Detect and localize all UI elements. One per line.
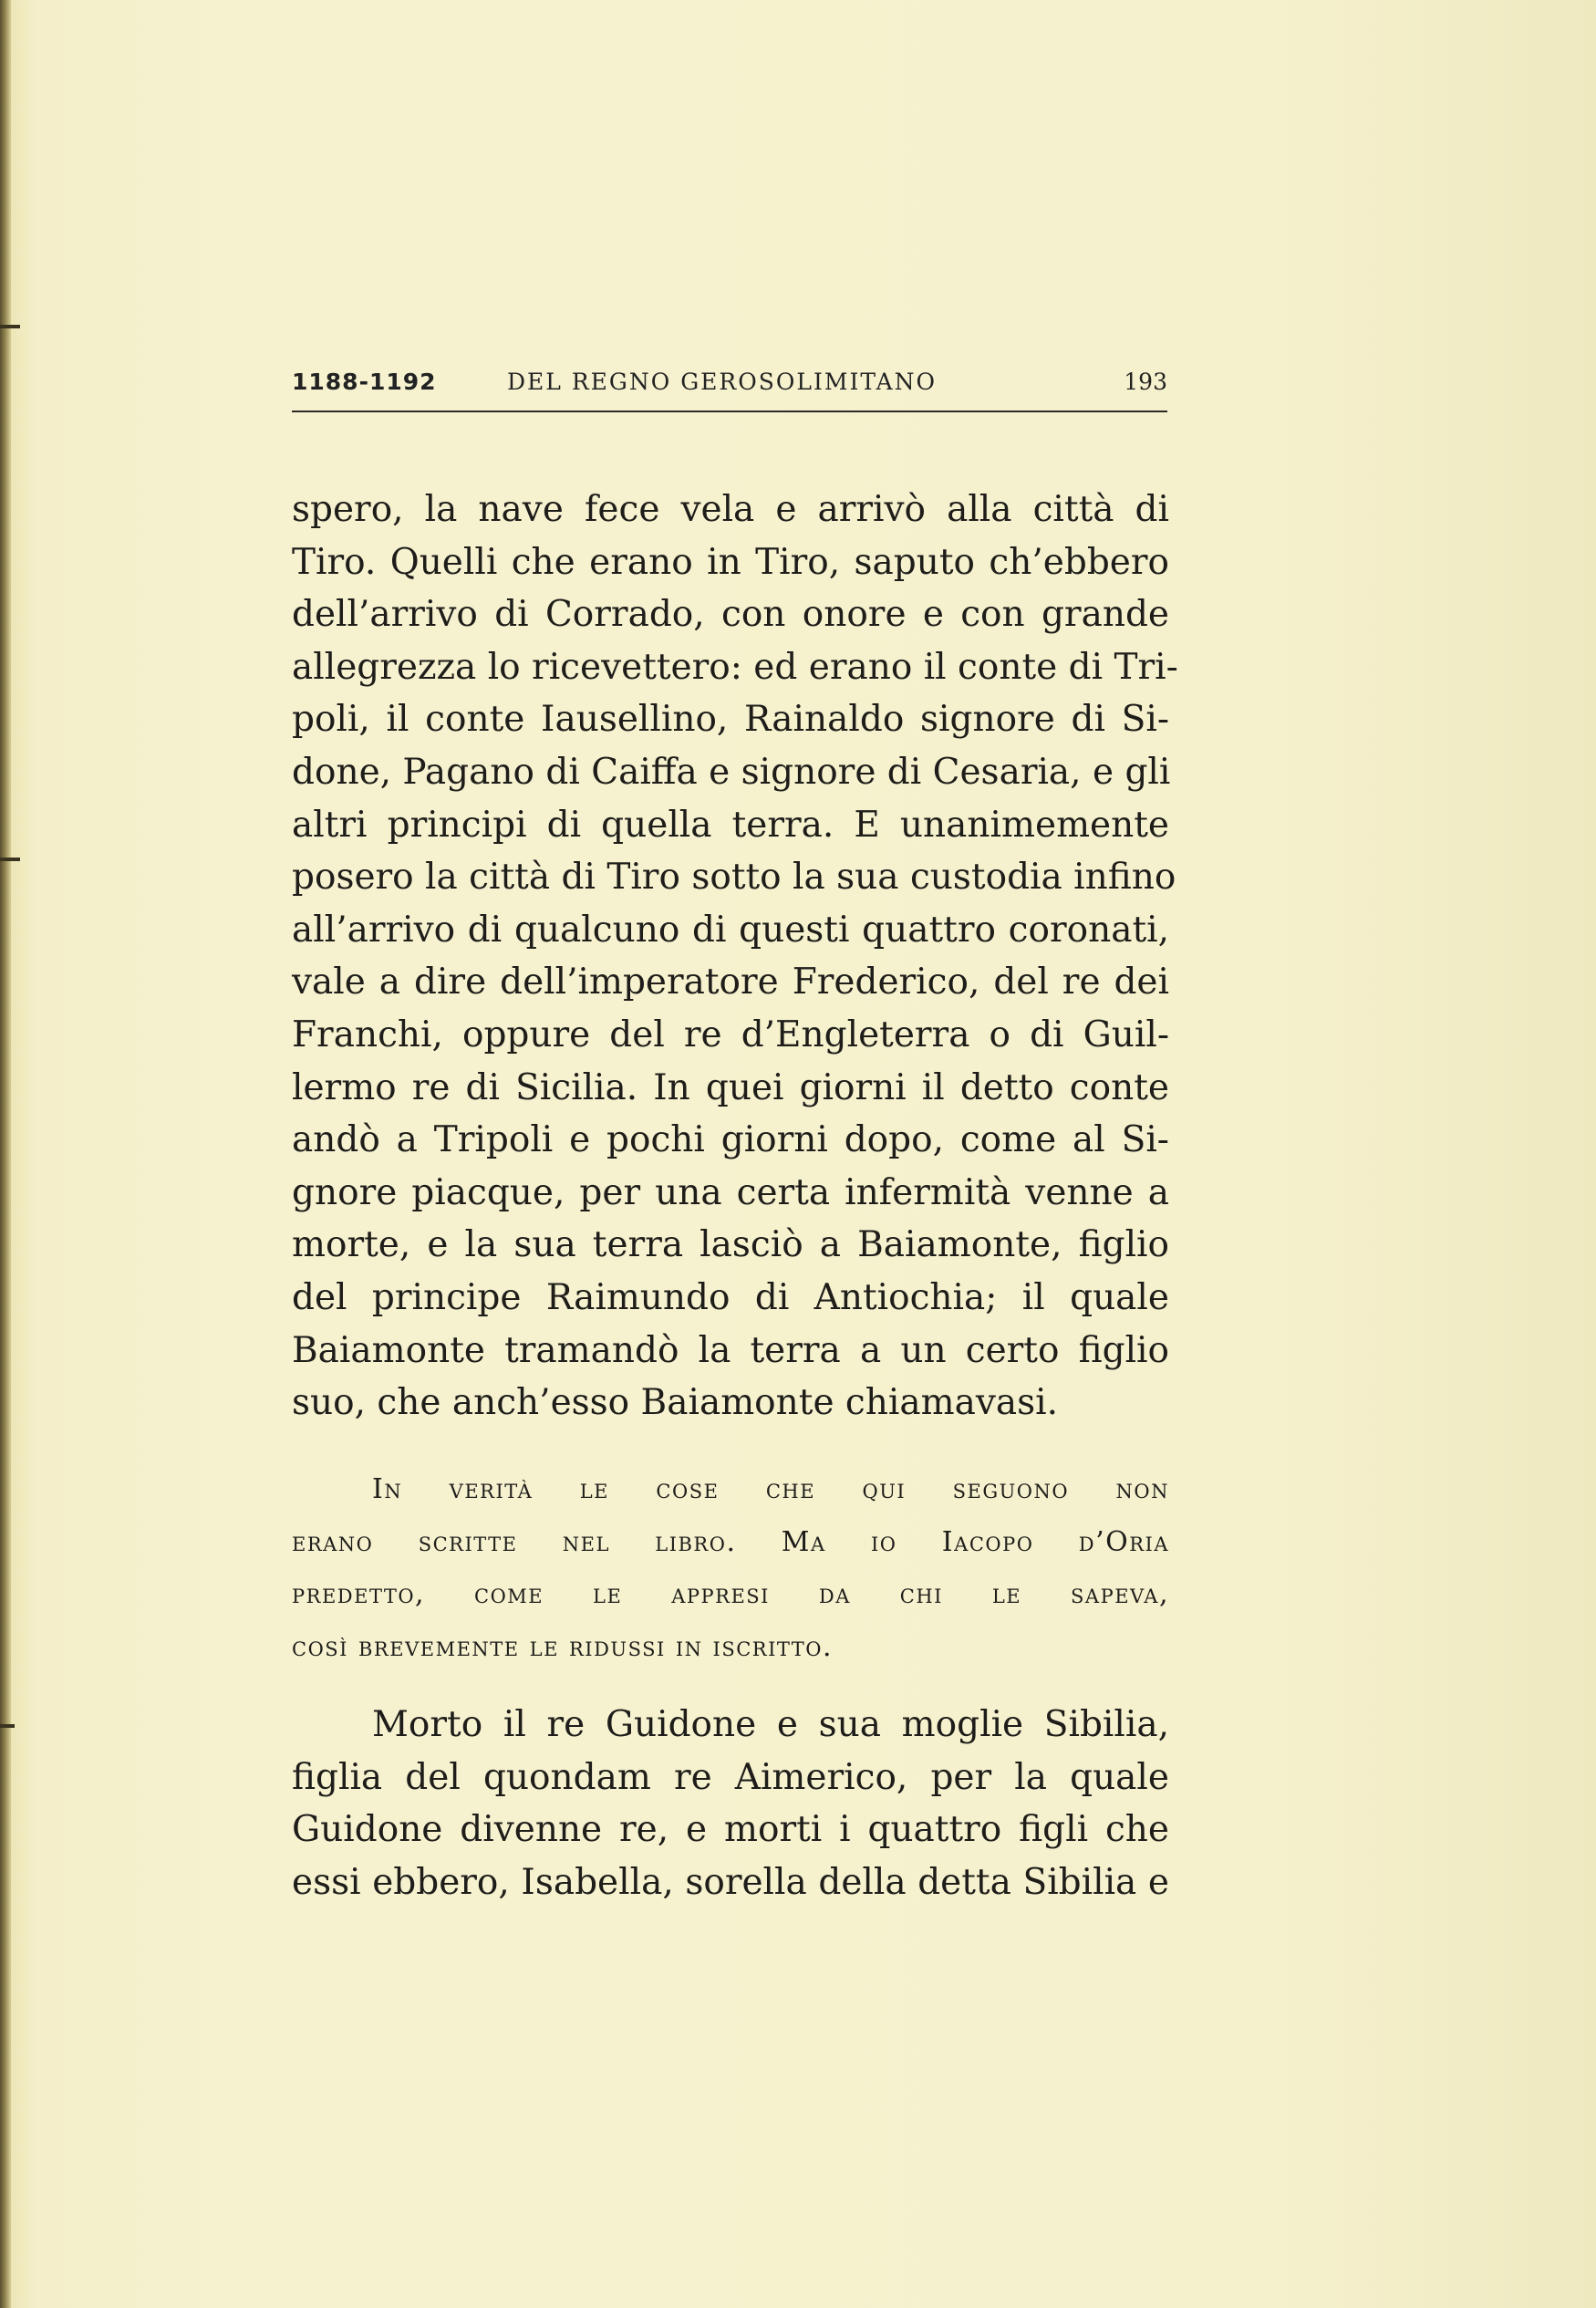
text-line: allegrezza lo ricevettero: ed erano il conte di Tri- (292, 646, 1178, 688)
spine-mark (0, 858, 20, 861)
note-line: predetto, come le appresi da chi le sapeva, (292, 1578, 1169, 1611)
text-line: Franchi, oppure del re d’Engleterra o di Guil- (292, 1014, 1169, 1055)
text-line: gnore piacque, per una certa infermità venne a (292, 1171, 1169, 1213)
paragraph-2 (292, 1699, 1169, 1908)
text-line: poli, il conte Iausellino, Rainaldo signore di Si- (292, 699, 1169, 741)
header-title: DEL REGNO GEROSOLIMITANO (507, 369, 938, 395)
note-line: così brevemente le ridussi in iscritto. (292, 1630, 834, 1663)
spine-mark (0, 1724, 15, 1728)
header-years: 1188-1192 (292, 369, 437, 395)
note-line: erano scritte nel libro. Ma io Iacopo d’Oria (292, 1525, 1169, 1558)
text-line: del principe Raimundo di Antiochia; il quale (292, 1276, 1169, 1318)
text-line: spero, la nave fece vela e arrivò alla città di (292, 489, 1169, 530)
text-line: morte, e la sua terra lasciò a Baiamonte, figlio (292, 1224, 1169, 1266)
running-header (292, 363, 1167, 412)
text-line: andò a Tripoli e pochi giorni dopo, come al Si- (292, 1119, 1169, 1161)
text-line: Baiamonte tramandò la terra a un certo figlio (292, 1329, 1169, 1371)
text-line: dell’arrivo di Corrado, con onore e con grande (292, 594, 1169, 636)
note-line: In verità le cose che qui seguono non (372, 1473, 1169, 1505)
page-spine-edge (0, 0, 11, 2308)
spine-mark (0, 325, 20, 328)
text-line: vale a dire dell’imperatore Frederico, del re dei (292, 962, 1169, 1003)
text-line: done, Pagano di Caiffa e signore di Cesaria, e gli (292, 751, 1171, 793)
text-line: Tiro. Quelli che erano in Tiro, saputo ch’ebbero (292, 541, 1169, 583)
text-line: posero la città di Tiro sotto la sua custodia infino (292, 857, 1176, 899)
text-line: Morto il re Guidone e sua moglie Sibilia, (372, 1704, 1169, 1745)
text-line: suo, che anch’esso Baiamonte chiamavasi. (292, 1382, 1059, 1424)
paragraph-1 (292, 483, 1178, 1430)
text-line: altri principi di quella terra. E unanimemente (292, 804, 1169, 846)
page-number: 193 (1124, 369, 1167, 395)
text-line: lermo re di Sicilia. In quei giorni il detto conte (292, 1066, 1169, 1108)
text-line: essi ebbero, Isabella, sorella della detta Sibilia e (292, 1861, 1169, 1903)
text-line: Guidone divenne re, e morti i quattro figli che (292, 1809, 1169, 1851)
text-line: figlia del quondam re Aimerico, per la quale (292, 1756, 1169, 1798)
small-caps-note (292, 1463, 1169, 1673)
text-line: all’arrivo di qualcuno di questi quattro coronati, (292, 909, 1169, 951)
